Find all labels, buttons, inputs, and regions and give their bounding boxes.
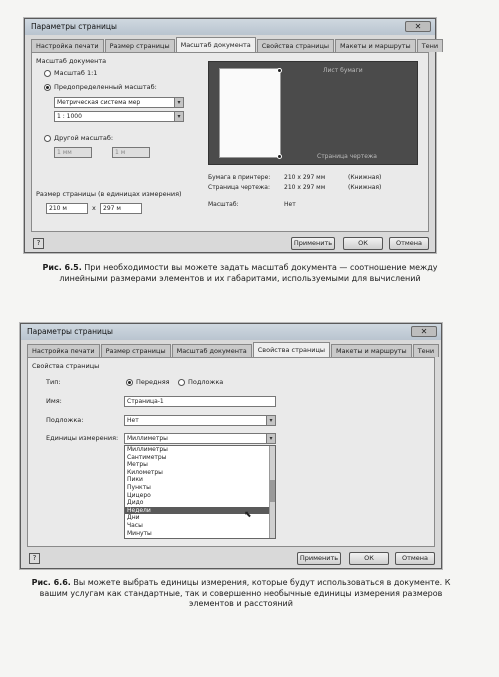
caption-prefix: Рис. 6.5.: [42, 263, 82, 272]
radio-scale-1-1-label: Масштаб 1:1: [54, 69, 98, 77]
name-label: Имя:: [46, 397, 62, 405]
predefined-ratio-select[interactable]: [54, 111, 184, 122]
chevron-down-icon: ▾: [174, 98, 183, 107]
paper-value: 210 x 297 мм: [284, 174, 326, 181]
units-list-scroll-thumb[interactable]: [269, 480, 275, 502]
tab-drawing-scale[interactable]: Масштаб документа: [176, 37, 256, 52]
drawing-label: Страница чертежа:: [208, 184, 270, 191]
other-scale-left-input[interactable]: 1 мм: [54, 147, 92, 158]
tab-panel-scale: [31, 52, 429, 232]
tab-page-properties[interactable]: Свойства страницы: [257, 39, 334, 52]
tab-page-size[interactable]: Размер страницы: [105, 39, 175, 52]
page-setup-dialog-scale: [24, 18, 439, 253]
tab-shadows[interactable]: Тени: [413, 344, 439, 357]
chevron-down-icon: ▾: [174, 112, 183, 121]
page-size-label: Размер страницы (в единицах измерения): [36, 190, 182, 198]
tab-layout-routing[interactable]: Макеты и маршруты: [335, 39, 416, 52]
units-option-9[interactable]: Дни: [127, 514, 140, 522]
page-name-input[interactable]: Страница-1: [124, 396, 276, 407]
background-label: Подложка:: [46, 416, 84, 424]
scale-value: Нет: [284, 201, 296, 208]
drawing-orientation: (Книжная): [348, 184, 382, 191]
radio-scale-1-1[interactable]: [44, 70, 51, 77]
page-width-input[interactable]: 210 м: [46, 203, 88, 214]
section-title: Свойства страницы: [32, 362, 100, 370]
tab-print-setup[interactable]: Настройка печати: [27, 344, 100, 357]
units-option-4[interactable]: Пики: [127, 476, 143, 484]
close-icon: ✕: [420, 327, 428, 336]
caption-text: При необходимости вы можете задать масштаб документа — соотношение между линейными размерами элементов и их габаритами, используемыми для вычислений: [59, 263, 438, 283]
page-preview: [208, 61, 418, 165]
dialog-titlebar: [25, 19, 435, 35]
units-option-5[interactable]: Пункты: [127, 483, 151, 491]
preview-label-drawing: Страница чертежа: [317, 153, 377, 160]
drawing-value: 210 x 297 мм: [284, 184, 326, 191]
paper-label: Бумага в принтере:: [208, 174, 271, 181]
predefined-system-select[interactable]: [54, 97, 184, 108]
type-label: Тип:: [46, 378, 61, 386]
tab-page-size[interactable]: Размер страницы: [101, 344, 171, 357]
tab-layout-routing[interactable]: Макеты и маршруты: [331, 344, 412, 357]
radio-type-front-label: Передняя: [136, 378, 170, 386]
tab-page-properties[interactable]: Свойства страницы: [253, 342, 330, 357]
radio-type-background[interactable]: [178, 379, 185, 386]
radio-type-front[interactable]: [126, 379, 133, 386]
units-select[interactable]: [124, 433, 276, 444]
chevron-down-icon: ▾: [266, 434, 275, 443]
tab-print-setup[interactable]: Настройка печати: [31, 39, 104, 52]
apply-button[interactable]: Применить: [297, 552, 341, 565]
dialog-title: Параметры страницы: [27, 327, 113, 336]
units-option-11[interactable]: Минуты: [127, 529, 152, 537]
tab-shadows[interactable]: Тени: [417, 39, 443, 52]
dialog-title: Параметры страницы: [31, 22, 117, 31]
close-button[interactable]: [405, 21, 431, 32]
paper-orientation: (Книжная): [348, 174, 382, 181]
units-option-7[interactable]: Дидо: [127, 499, 144, 507]
section-title: Масштаб документа: [36, 57, 107, 65]
apply-button[interactable]: Применить: [291, 237, 335, 250]
figure-caption-6-6: [26, 578, 456, 610]
radio-predefined-scale[interactable]: [44, 84, 51, 91]
predefined-system-value: Метрическая система мер: [57, 99, 141, 106]
mouse-cursor-icon: ⬉: [244, 510, 252, 520]
predefined-ratio-value: 1 : 1000: [57, 113, 82, 120]
page-setup-dialog-properties: [20, 323, 442, 569]
radio-predefined-label: Предопределенный масштаб:: [54, 83, 157, 91]
help-icon[interactable]: ?: [29, 553, 40, 564]
radio-type-background-label: Подложка: [188, 378, 224, 386]
tab-drawing-scale[interactable]: Масштаб документа: [172, 344, 252, 357]
units-option-2[interactable]: Метры: [127, 461, 148, 469]
chevron-down-icon: ▾: [266, 416, 275, 425]
background-select[interactable]: [124, 415, 276, 426]
close-icon: ✕: [414, 22, 422, 31]
page-height-input[interactable]: 297 м: [100, 203, 142, 214]
units-list-scrollbar[interactable]: [269, 446, 275, 538]
ok-button[interactable]: ОК: [343, 237, 383, 250]
preview-marker-bottom: [277, 154, 282, 159]
cancel-button[interactable]: Отмена: [389, 237, 429, 250]
radio-other-scale[interactable]: [44, 135, 51, 142]
figure-caption-6-5: [30, 263, 450, 284]
dialog-titlebar: [21, 324, 441, 340]
scale-label: Масштаб:: [208, 201, 239, 208]
preview-label-paper: Лист бумаги: [323, 67, 363, 74]
cancel-button[interactable]: Отмена: [395, 552, 435, 565]
units-option-10[interactable]: Часы: [127, 521, 143, 529]
units-label: Единицы измерения:: [46, 434, 119, 442]
background-value: Нет: [127, 417, 139, 424]
other-scale-right-input[interactable]: 1 м: [112, 147, 150, 158]
units-option-0[interactable]: Миллиметры: [127, 446, 168, 453]
units-option-1[interactable]: Сантиметры: [127, 453, 167, 461]
caption-prefix: Рис. 6.6.: [31, 578, 71, 587]
caption-text: Вы можете выбрать единицы измерения, которые будут использоваться в документе. К вашим услугам как стандартные, так и совершенно необычные единицы измерения размеров элементов и расстояний: [39, 578, 451, 608]
preview-marker-top: [277, 68, 282, 73]
units-option-8[interactable]: Недели: [125, 507, 275, 515]
page-size-x: x: [92, 204, 96, 212]
units-option-3[interactable]: Километры: [127, 468, 163, 476]
radio-other-label: Другой масштаб:: [54, 134, 114, 142]
help-icon[interactable]: ?: [33, 238, 44, 249]
units-value: Миллиметры: [127, 435, 168, 442]
units-dropdown-list[interactable]: [124, 445, 276, 539]
tab-panel-properties: [27, 357, 435, 547]
close-button[interactable]: [411, 326, 437, 337]
units-option-6[interactable]: Цицеро: [127, 491, 151, 499]
preview-sheet: [219, 68, 281, 158]
ok-button[interactable]: ОК: [349, 552, 389, 565]
